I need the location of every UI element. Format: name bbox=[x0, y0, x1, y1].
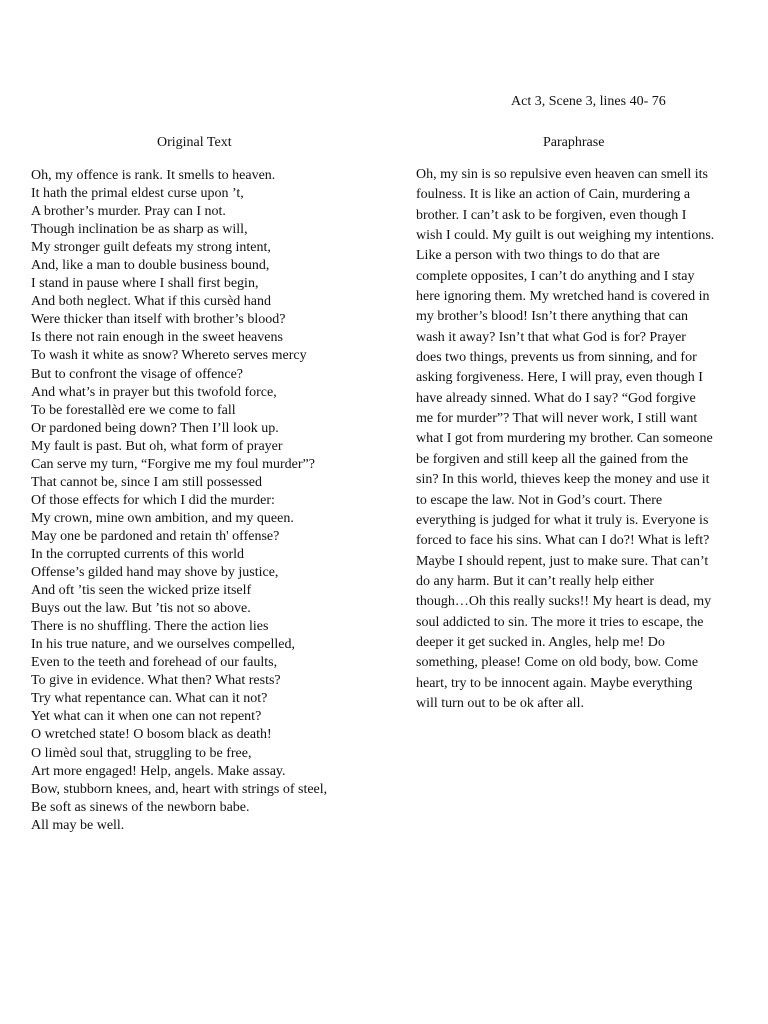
original-text-line: Though inclination be as sharp as will, bbox=[31, 222, 248, 238]
paraphrase-line: something, please! Come on old body, bow. Come bbox=[416, 655, 699, 671]
original-text-line: To be forestallèd ere we come to fall bbox=[31, 402, 236, 418]
original-text-line: O limèd soul that, struggling to be free, bbox=[31, 745, 252, 761]
original-text-line: And both neglect. What if this cursèd hand bbox=[31, 294, 272, 310]
original-text-line: And what’s in prayer but this twofold force, bbox=[31, 384, 277, 400]
paraphrase-line: heart, try to be innocent again. Maybe everything bbox=[416, 675, 693, 691]
original-text-line: To give in evidence. What then? What rests? bbox=[31, 673, 281, 689]
original-text-line: Or pardoned being down? Then I’ll look up. bbox=[31, 420, 279, 436]
paraphrase-line: do any harm. But it can’t really help either bbox=[416, 573, 655, 589]
paraphrase-line: me for murder”? That will never work, I still want bbox=[416, 411, 698, 427]
paraphrase-line: Oh, my sin is so repulsive even heaven can smell its bbox=[416, 167, 708, 182]
paraphrase-line: though…Oh this really sucks!! My heart is dead, my bbox=[416, 594, 712, 610]
paraphrase-line: here ignoring them. My wretched hand is covered in bbox=[416, 289, 710, 305]
paraphrase-line: to escape the law. Not in God’s court. There bbox=[416, 492, 663, 508]
paraphrase-line: have already sinned. What do I say? “God forgive bbox=[416, 390, 696, 406]
original-text-column bbox=[31, 167, 391, 835]
original-text-line: Be soft as sinews of the newborn babe. bbox=[31, 799, 250, 815]
original-text-line: There is no shuffling. There the action lies bbox=[31, 619, 269, 635]
original-text-heading: Original Text bbox=[157, 135, 232, 150]
paraphrase-line: be forgiven and still keep all the gained from the bbox=[416, 451, 689, 467]
paraphrase-line: wish I could. My guilt is out weighing my intentions. bbox=[416, 228, 715, 244]
paraphrase-line: wash it away? Isn’t that what God is for? Prayer bbox=[416, 329, 686, 345]
paraphrase-line: my brother’s blood! Isn’t there anything that can bbox=[416, 309, 689, 325]
original-text-line: Art more engaged! Help, angels. Make assay. bbox=[31, 763, 286, 779]
original-text-line: Can serve my turn, “Forgive me my foul murder”? bbox=[31, 456, 315, 472]
paraphrase-line: Maybe I should repent, just to make sure. That can’t bbox=[416, 553, 709, 569]
paraphrase-line: complete opposites, I can’t do anything and I stay bbox=[416, 268, 695, 284]
original-text-line: O wretched state! O bosom black as death! bbox=[31, 727, 272, 743]
paraphrase-line: forced to face his sins. What can I do?! What is left? bbox=[416, 533, 710, 549]
paraphrase-line: everything is judged for what it truly is. Everyone is bbox=[416, 512, 709, 528]
paraphrase-line: Like a person with two things to do that are bbox=[416, 248, 660, 264]
original-text-line: All may be well. bbox=[31, 817, 125, 833]
original-text-line: But to confront the visage of offence? bbox=[31, 366, 244, 382]
paraphrase-line: deeper it get sucked in. Angles, help me! Do bbox=[416, 634, 665, 650]
original-text-line: Of those effects for which I did the murder: bbox=[31, 492, 275, 508]
original-text-line: Try what repentance can. What can it not? bbox=[31, 691, 268, 707]
original-text-line: It hath the primal eldest curse upon ’t, bbox=[31, 186, 244, 202]
original-text-line: A brother’s murder. Pray can I not. bbox=[31, 204, 226, 220]
original-text-line: That cannot be, since I am still possessed bbox=[31, 474, 262, 490]
original-text-line: Were thicker than itself with brother’s blood? bbox=[31, 312, 286, 328]
original-text-line: My stronger guilt defeats my strong intent, bbox=[31, 240, 271, 256]
original-text-line: Bow, stubborn knees, and, heart with strings of steel, bbox=[31, 781, 328, 797]
paraphrase-heading: Paraphrase bbox=[543, 135, 605, 150]
paraphrase-line: asking forgiveness. Here, I will pray, even though I bbox=[416, 370, 703, 386]
original-text-line: Oh, my offence is rank. It smells to heaven. bbox=[31, 168, 276, 183]
paraphrase-line: soul addicted to sin. The more it tries to escape, the bbox=[416, 614, 704, 630]
paraphrase-line: will turn out to be ok after all. bbox=[416, 695, 584, 711]
original-text-line: And, like a man to double business bound, bbox=[31, 258, 270, 274]
scene-reference: Act 3, Scene 3, lines 40- 76 bbox=[511, 94, 666, 109]
original-text-line: My fault is past. But oh, what form of prayer bbox=[31, 438, 283, 454]
original-text-line: Is there not rain enough in the sweet heavens bbox=[31, 330, 283, 346]
paraphrase-line: sin? In this world, thieves keep the money and use it bbox=[416, 472, 710, 488]
paraphrase-line: does two things, prevents us from sinning, and for bbox=[416, 350, 697, 366]
original-text-line: In his true nature, and we ourselves compelled, bbox=[31, 637, 295, 653]
original-text-line: In the corrupted currents of this world bbox=[31, 546, 245, 562]
original-text-line: Even to the teeth and forehead of our faults, bbox=[31, 655, 278, 671]
paraphrase-line: foulness. It is like an action of Cain, murdering a bbox=[416, 187, 691, 203]
original-text-line: May one be pardoned and retain th' offense? bbox=[31, 528, 280, 544]
original-text-line: To wash it white as snow? Whereto serves mercy bbox=[31, 348, 307, 364]
original-text-line: Yet what can it when one can not repent? bbox=[31, 709, 262, 725]
original-text-line: I stand in pause where I shall first begin, bbox=[31, 276, 259, 292]
original-text-line: And oft ’tis seen the wicked prize itself bbox=[31, 583, 252, 599]
original-text-line: My crown, mine own ambition, and my queen. bbox=[31, 510, 294, 526]
paraphrase-line: brother. I can’t ask to be forgiven, even though I bbox=[416, 207, 687, 223]
original-text-line: Buys out the law. But ’tis not so above. bbox=[31, 601, 251, 617]
paraphrase-column bbox=[416, 165, 744, 714]
paraphrase-line: what I got from murdering my brother. Can someone bbox=[416, 431, 713, 447]
original-text-line: Offense’s gilded hand may shove by justice, bbox=[31, 565, 279, 581]
